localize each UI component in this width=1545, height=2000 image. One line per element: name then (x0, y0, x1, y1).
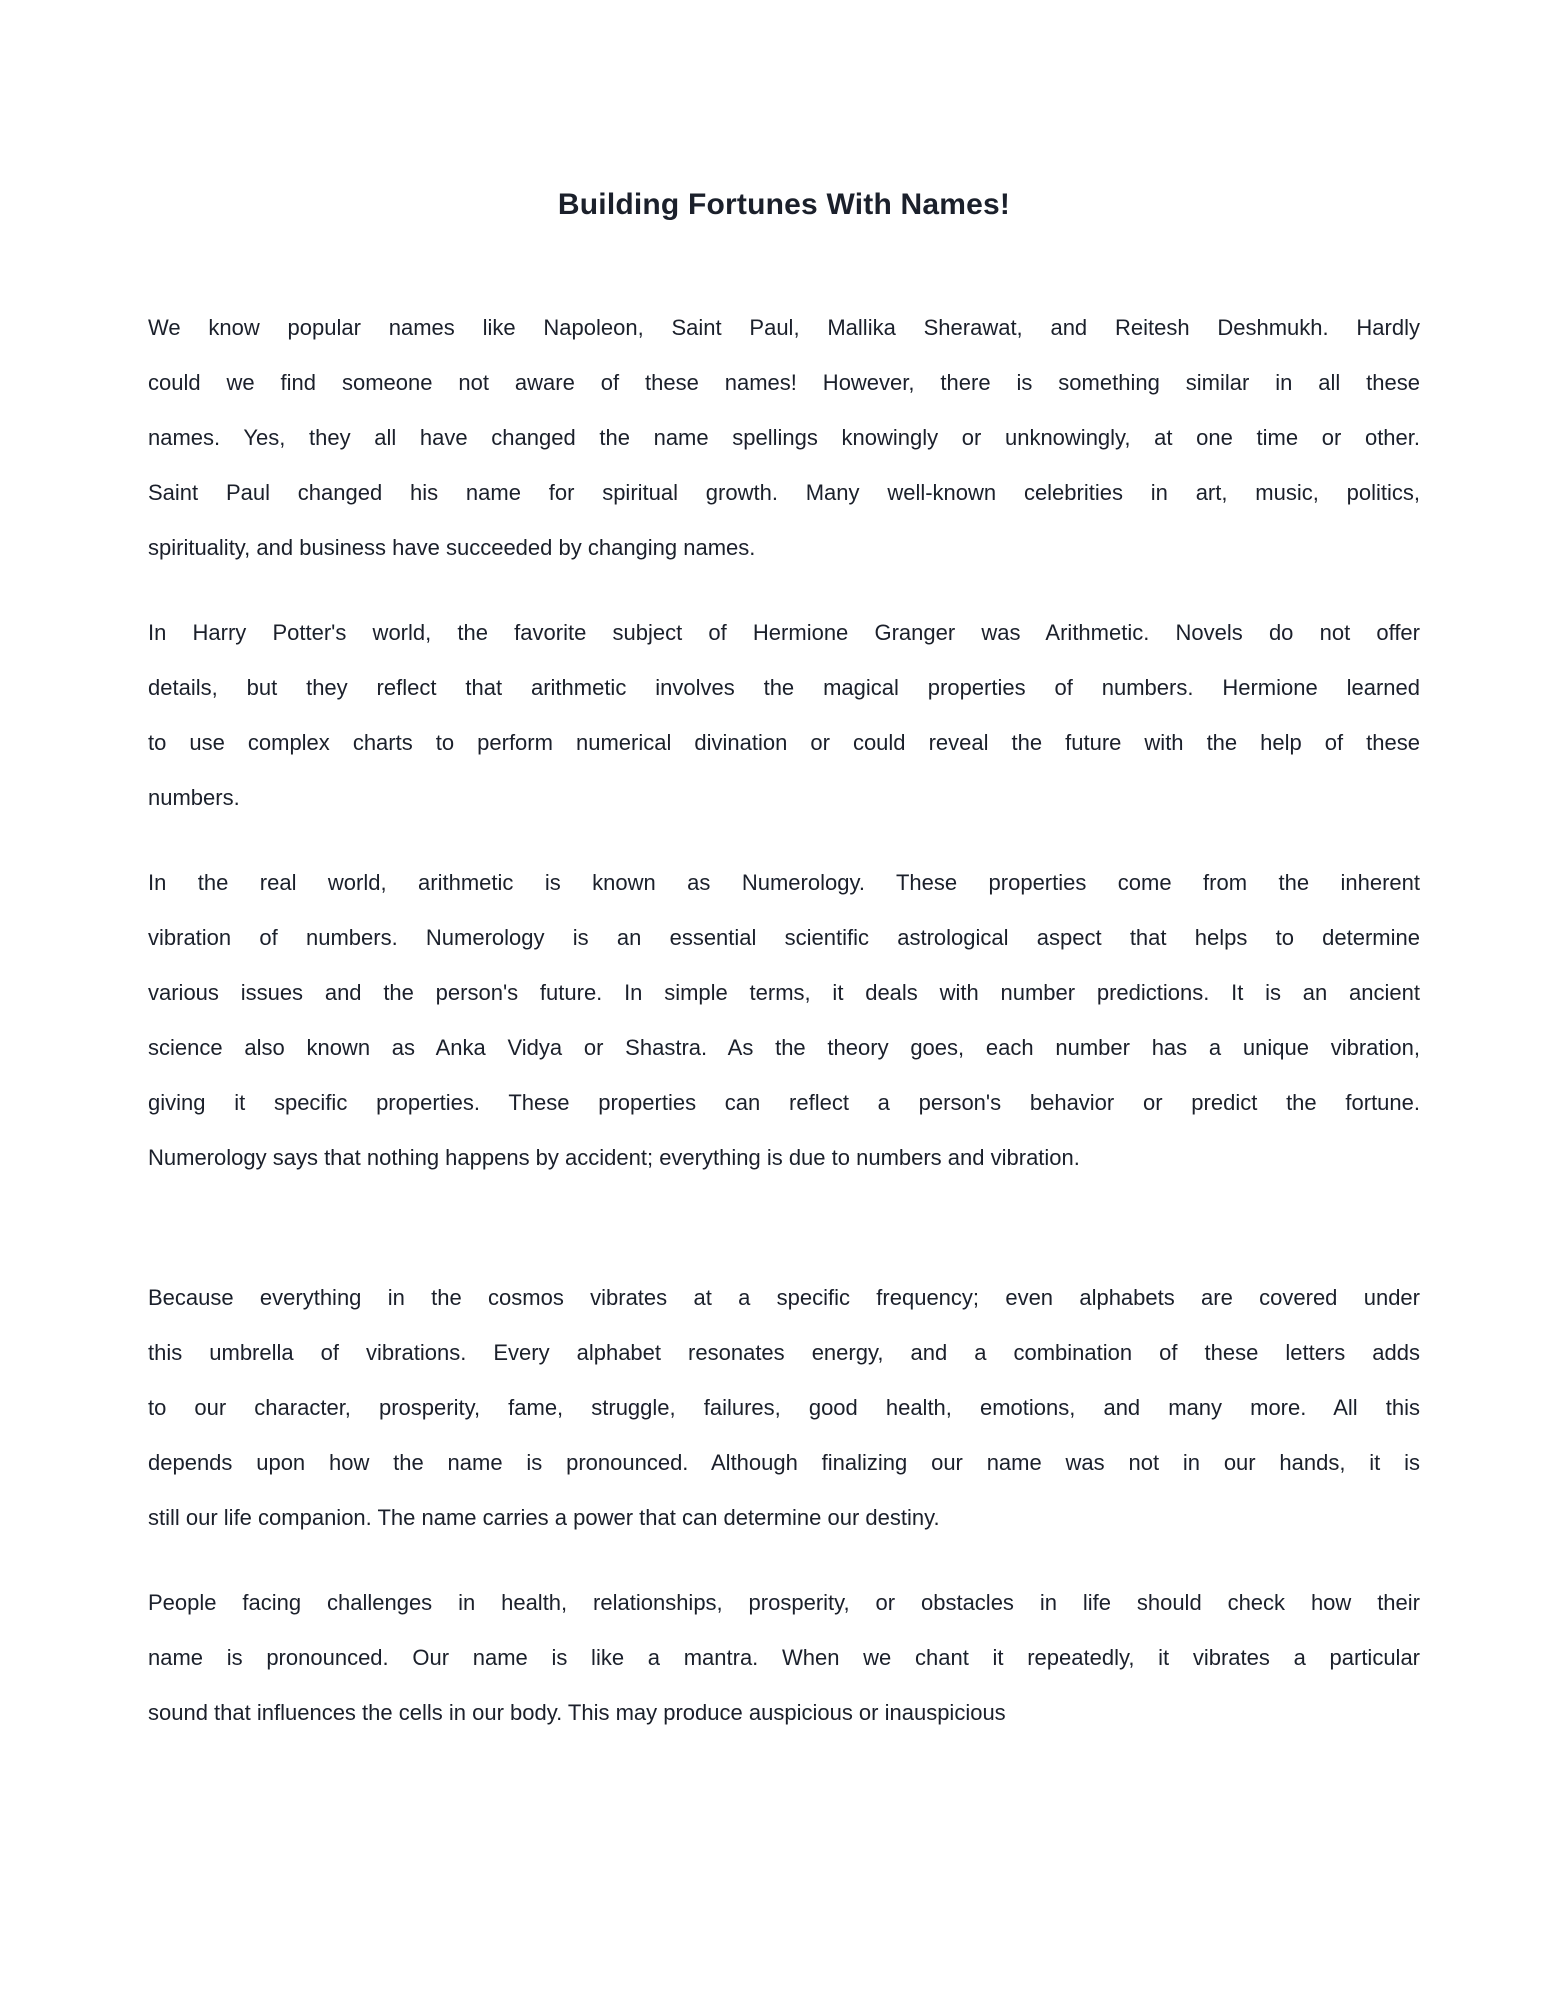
text-line: names. Yes, they all have changed the name spellings knowingly or unknowingly, at one time or other. (148, 425, 1420, 450)
paragraph (148, 1575, 1420, 1740)
text-line: still our life companion. The name carries a power that can determine our destiny. (148, 1505, 940, 1530)
text-line: sound that influences the cells in our body. This may produce auspicious or inauspicious (148, 1700, 1006, 1725)
text-line: Numerology says that nothing happens by accident; everything is due to numbers and vibration. (148, 1145, 1080, 1170)
text-line: various issues and the person's future. In simple terms, it deals with number predictions. It is an ancient (148, 980, 1420, 1005)
text-line: We know popular names like Napoleon, Saint Paul, Mallika Sherawat, and Reitesh Deshmukh. Hardly (148, 315, 1420, 340)
text-line: Because everything in the cosmos vibrates at a specific frequency; even alphabets are covered under (148, 1285, 1420, 1310)
text-line: details, but they reflect that arithmetic involves the magical properties of numbers. Hermione learned (148, 675, 1420, 700)
paragraph (148, 605, 1420, 825)
text-line: name is pronounced. Our name is like a mantra. When we chant it repeatedly, it vibrates a particular (148, 1645, 1420, 1670)
document-title: Building Fortunes With Names! (557, 188, 1011, 221)
text-line: spirituality, and business have succeeded by changing names. (148, 535, 756, 560)
text-line: to our character, prosperity, fame, struggle, failures, good health, emotions, and many more. All this (148, 1395, 1420, 1420)
text-line: giving it specific properties. These properties can reflect a person's behavior or predict the fortune. (148, 1090, 1420, 1115)
text-line: In the real world, arithmetic is known as Numerology. These properties come from the inherent (148, 870, 1420, 895)
paragraph (148, 1270, 1420, 1545)
text-line: depends upon how the name is pronounced. Although finalizing our name was not in our hands, it is (148, 1450, 1420, 1475)
paragraph (148, 300, 1420, 575)
paragraph (148, 855, 1420, 1185)
text-line: science also known as Anka Vidya or Shastra. As the theory goes, each number has a unique vibration, (148, 1035, 1420, 1060)
text-line: vibration of numbers. Numerology is an essential scientific astrological aspect that helps to determine (148, 925, 1420, 950)
text-line: Saint Paul changed his name for spiritual growth. Many well-known celebrities in art, music, politics, (148, 480, 1420, 505)
text-line: could we find someone not aware of these names! However, there is something similar in all these (148, 370, 1420, 395)
text-line: this umbrella of vibrations. Every alphabet resonates energy, and a combination of these letters adds (148, 1340, 1420, 1365)
text-line: numbers. (148, 785, 240, 810)
text-line: to use complex charts to perform numerical divination or could reveal the future with the help of these (148, 730, 1420, 755)
empty-paragraph (148, 1215, 1420, 1270)
document-body (148, 300, 1420, 1740)
text-line: People facing challenges in health, relationships, prosperity, or obstacles in life should check how their (148, 1590, 1420, 1615)
text-line: In Harry Potter's world, the favorite subject of Hermione Granger was Arithmetic. Novels do not offer (148, 620, 1420, 645)
